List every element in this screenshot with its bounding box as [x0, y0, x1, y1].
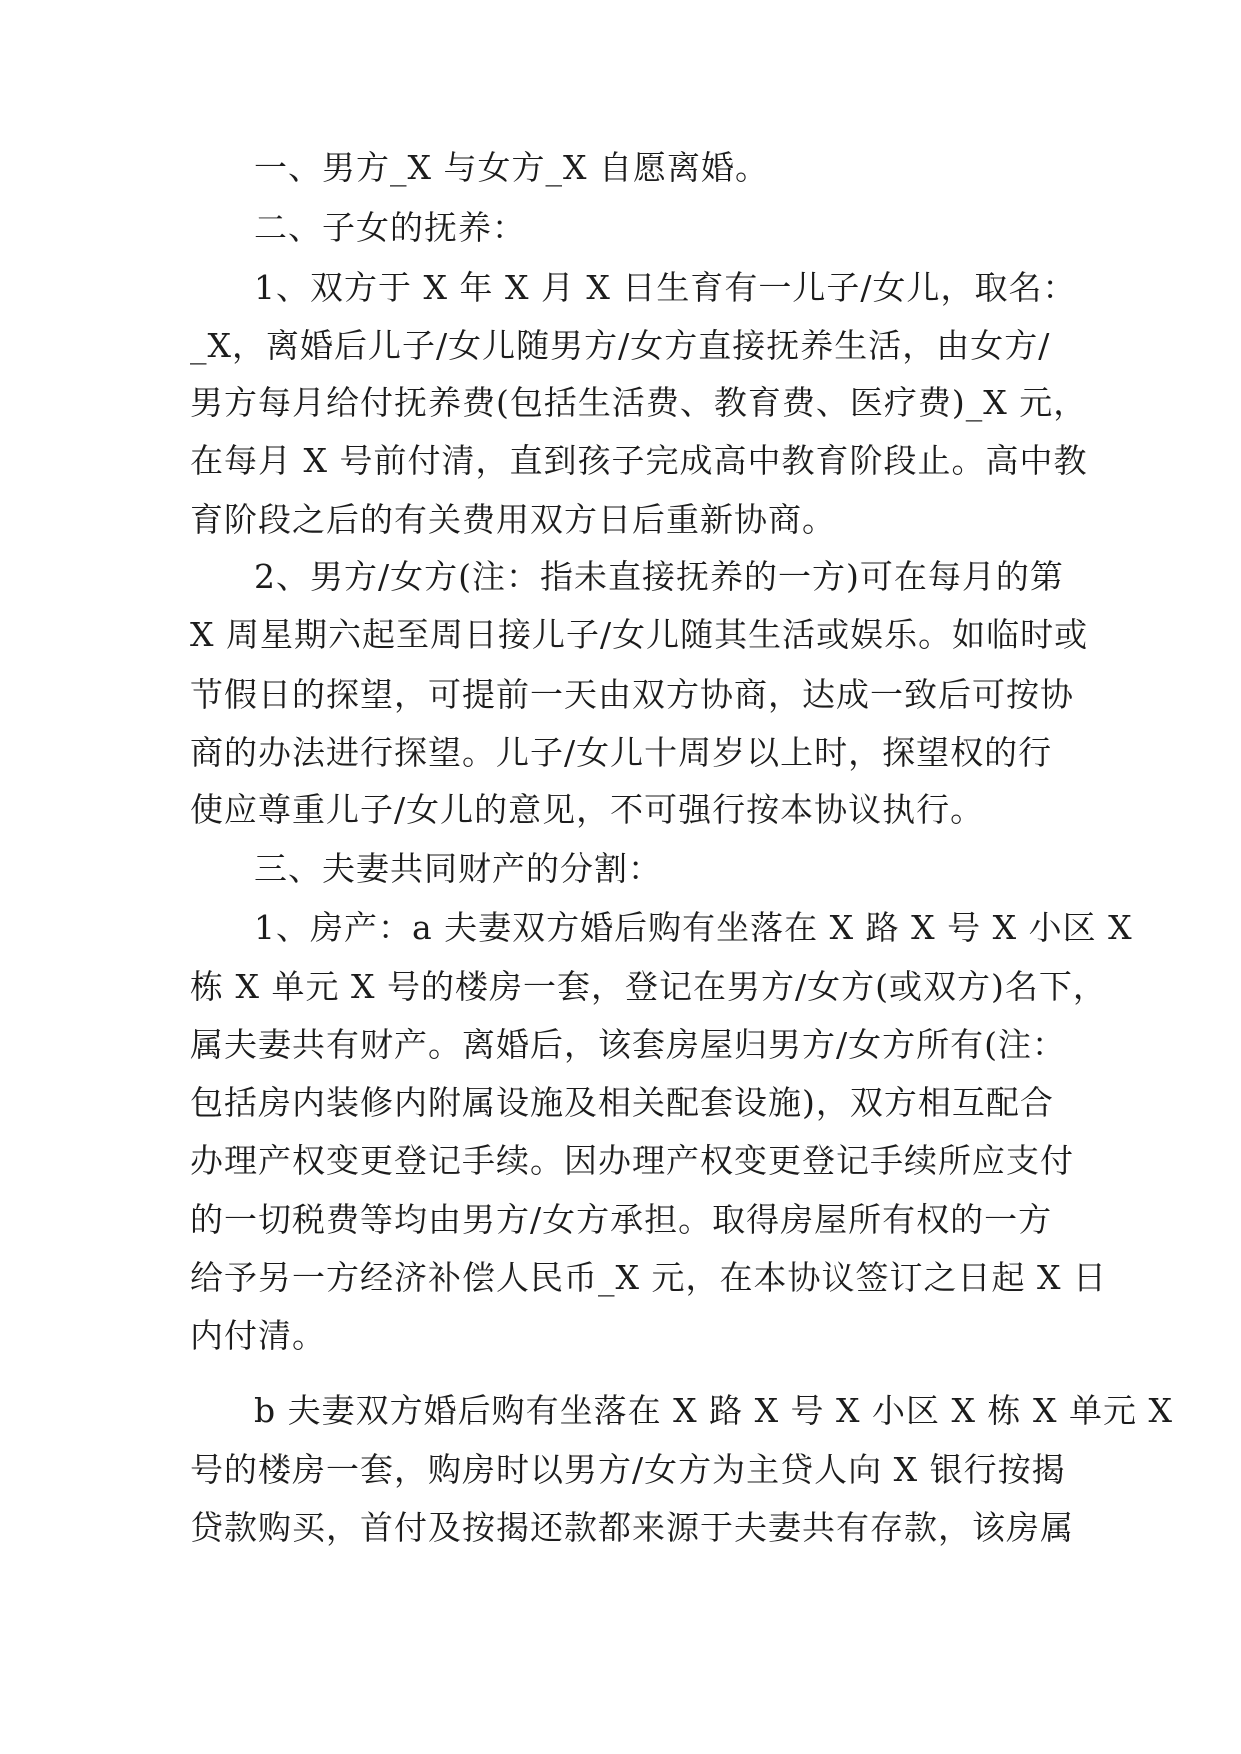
- section-3-heading: 三、夫妻共同财产的分割：: [254, 849, 662, 888]
- paragraph-line: 2、男方/女方(注：指未直接抚养的一方)可在每月的第: [254, 557, 1064, 596]
- paragraph-line: _X，离婚后儿子/女儿随男方/女方直接抚养生活，由女方/: [190, 326, 1051, 365]
- paragraph-line: 商的办法进行探望。儿子/女儿十周岁以上时，探望权的行: [190, 733, 1053, 772]
- paragraph-line: b 夫妻双方婚后购有坐落在 X 路 X 号 X 小区 X 栋 X 单元 X: [254, 1391, 1173, 1430]
- paragraph-line: 的一切税费等均由男方/女方承担。取得房屋所有权的一方: [190, 1200, 1053, 1239]
- paragraph-line: X 周星期六起至周日接儿子/女儿随其生活或娱乐。如临时或: [190, 615, 1089, 654]
- paragraph-line: 内付清。: [190, 1316, 326, 1355]
- section-2-heading: 二、子女的抚养：: [254, 208, 526, 247]
- clause-1-line: 一、男方_X 与女方_X 自愿离婚。: [254, 148, 769, 187]
- paragraph-line: 属夫妻共有财产。离婚后，该套房屋归男方/女方所有(注：: [190, 1025, 1066, 1064]
- paragraph-line: 男方每月给付抚养费(包括生活费、教育费、医疗费)_X 元，: [190, 383, 1088, 422]
- paragraph-line: 在每月 X 号前付清，直到孩子完成高中教育阶段止。高中教: [190, 441, 1088, 480]
- paragraph-line: 育阶段之后的有关费用双方日后重新协商。: [190, 500, 836, 539]
- paragraph-line: 贷款购买，首付及按揭还款都来源于夫妻共有存款，该房属: [190, 1508, 1074, 1547]
- paragraph-line: 栋 X 单元 X 号的楼房一套，登记在男方/女方(或双方)名下，: [190, 967, 1107, 1006]
- paragraph-line: 给予另一方经济补偿人民币_X 元，在本协议签订之日起 X 日: [190, 1258, 1107, 1297]
- paragraph-line: 使应尊重儿子/女儿的意见，不可强行按本协议执行。: [190, 790, 985, 829]
- paragraph-line: 节假日的探望，可提前一天由双方协商，达成一致后可按协: [190, 675, 1074, 714]
- paragraph-line: 1、房产：a 夫妻双方婚后购有坐落在 X 路 X 号 X 小区 X: [254, 908, 1133, 947]
- paragraph-line: 办理产权变更登记手续。因办理产权变更登记手续所应支付: [190, 1141, 1074, 1180]
- paragraph-line: 号的楼房一套，购房时以男方/女方为主贷人向 X 银行按揭: [190, 1450, 1066, 1489]
- paragraph-line: 1、双方于 X 年 X 月 X 日生育有一儿子/女儿，取名：: [254, 268, 1077, 307]
- paragraph-line: 包括房内装修内附属设施及相关配套设施)，双方相互配合: [190, 1083, 1054, 1122]
